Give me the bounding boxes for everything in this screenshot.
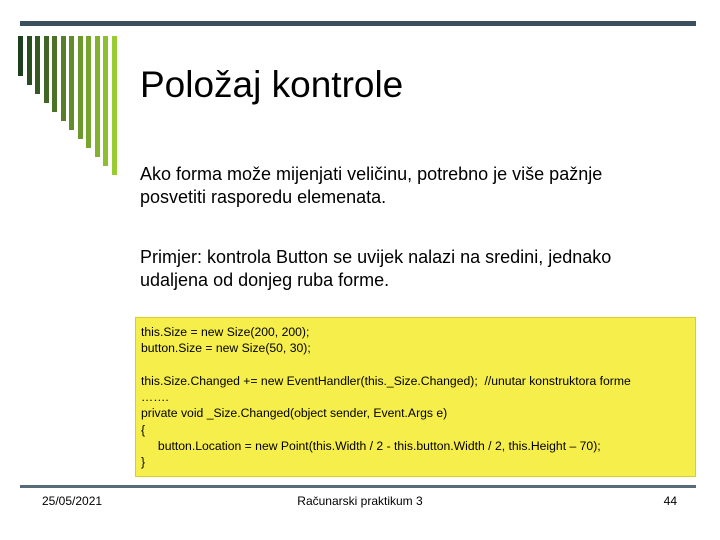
paragraph-example	[140, 246, 700, 292]
footer-date: 25/05/2021	[42, 494, 103, 508]
paragraph-line: Primjer: kontrola Button se uvijek nalazi na sredini, jednako	[140, 247, 612, 267]
code-box	[135, 317, 696, 477]
code-line: this.Size.Changed += new EventHandler(this._Size.Changed); //unutar konstruktora forme	[141, 373, 631, 388]
top-rule	[20, 21, 696, 26]
decorative-bar	[78, 36, 83, 139]
decorative-bar	[86, 36, 91, 148]
decorative-bar	[27, 36, 32, 85]
decorative-bar	[69, 36, 74, 130]
paragraph-line: udaljena od donjeg ruba forme.	[140, 270, 390, 290]
code-line: private void _Size.Changed(object sender, Event.Args e)	[141, 406, 448, 421]
code-line: }	[141, 455, 146, 470]
code-line	[141, 357, 695, 373]
code-line: {	[141, 422, 146, 437]
code-line: button.Location = new Point(this.Width / 2 - this.button.Width / 2, this.Height – 70);	[141, 439, 601, 454]
paragraph-resize	[140, 163, 700, 209]
paragraph-line: posvetiti rasporedu elemenata.	[140, 187, 387, 207]
decorative-bar	[112, 36, 117, 175]
code-line: …….	[141, 390, 169, 405]
paragraph-line: Ako forma može mijenjati veličinu, potrebno je više pažnje	[140, 164, 603, 184]
footer-rule	[20, 485, 696, 488]
decorative-bar	[44, 36, 49, 103]
slide-title: Položaj kontrole	[140, 64, 404, 105]
decorative-bar	[61, 36, 66, 121]
decorative-bar	[52, 36, 57, 112]
decorative-bar	[35, 36, 40, 94]
decorative-bar	[95, 36, 100, 157]
decorative-bar	[18, 36, 23, 76]
code-line: button.Size = new Size(50, 30);	[141, 341, 311, 356]
footer-page-number: 44	[663, 494, 677, 508]
footer-course: Računarski praktikum 3	[297, 494, 423, 508]
decorative-bar	[103, 36, 108, 166]
code-line: this.Size = new Size(200, 200);	[141, 325, 310, 339]
